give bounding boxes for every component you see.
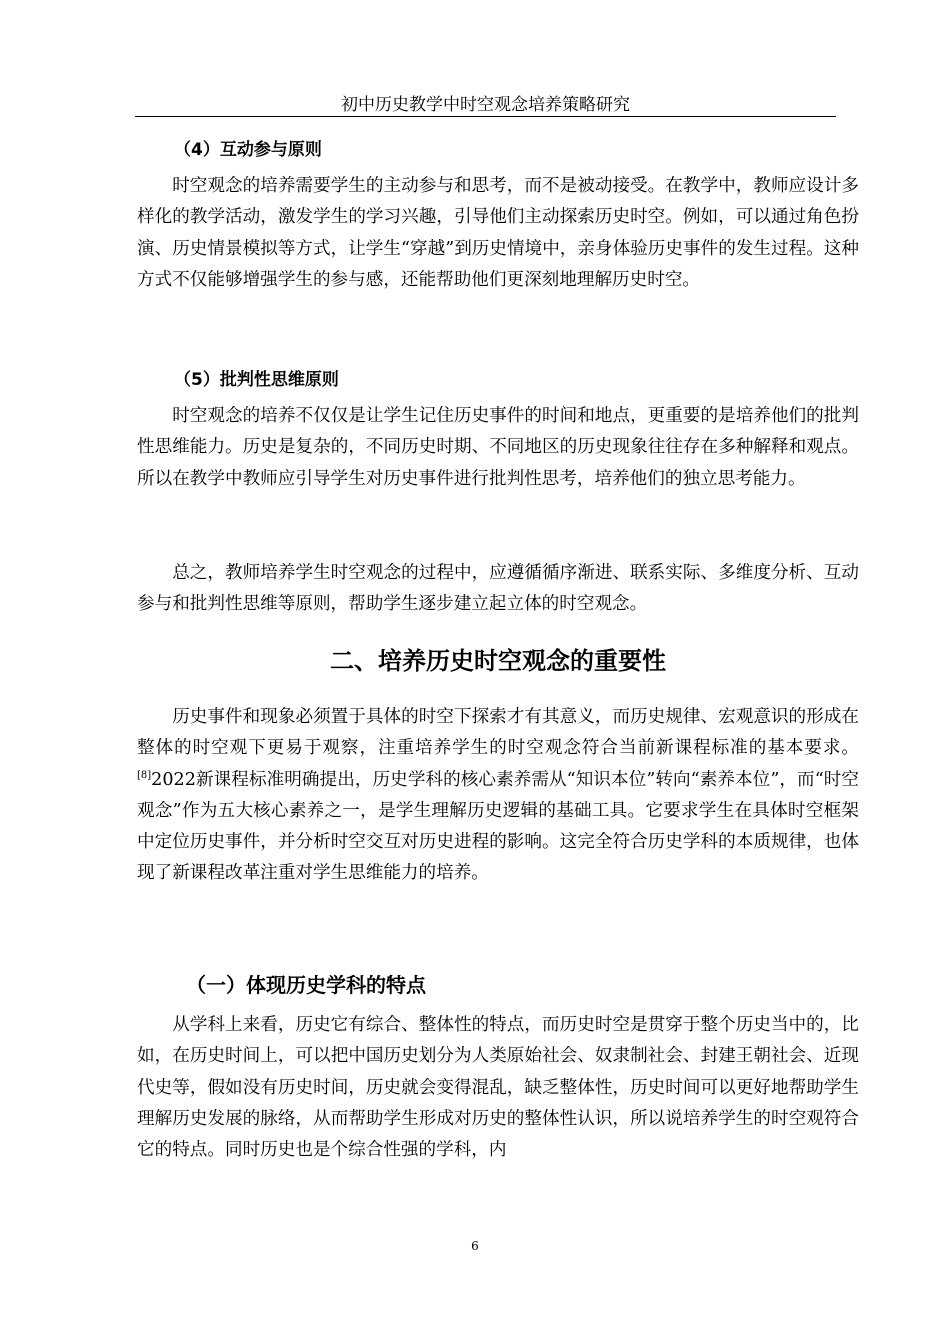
subsection-heading: （一）体现历史学科的特点 — [186, 973, 426, 997]
section-heading-interactive-participation: （4）互动参与原则 — [174, 140, 322, 160]
intro-text-part2: 2022新课程标准明确提出，历史学科的核心素养需从“知识本位”转向“素养本位”，而“时空观念”作为五大核心素养之一，是学生理解历史逻辑的基础工具。它要求学生在具体时空框架中定位历史事件，并分析时空交互对历史进程的影响。这完全符合历史学科的本质规律，也体现了新课程改革注重对学生思维能力的培养。 — [137, 769, 859, 884]
paragraph-interactive-participation: 时空观念的培养需要学生的主动参与和思考，而不是被动接受。在教学中，教师应设计多样化的教学活动，激发学生的学习兴趣，引导他们主动探索历史时空。例如，可以通过角色扮演、历史情景模拟等方式，让学生“穿越”到历史情境中，亲身体验历史事件的发生过程。这种方式不仅能够增强学生的参与感，还能帮助他们更深刻地理解历史时空。 — [137, 176, 859, 290]
chapter-heading: 二、培养历史时空观念的重要性 — [330, 647, 666, 675]
paragraph-chapter-intro — [137, 702, 859, 890]
page-number: 6 — [471, 1239, 479, 1253]
paragraph-summary: 总之，教师培养学生时空观念的过程中，应遵循循序渐进、联系实际、多维度分析、互动参与和批判性思维等原则，帮助学生逐步建立起立体的时空观念。 — [137, 563, 859, 615]
citation-ref: [8] — [137, 769, 152, 781]
paragraph-critical-thinking: 时空观念的培养不仅仅是让学生记住历史事件的时间和地点，更重要的是培养他们的批判性思维能力。历史是复杂的，不同历史时期、不同地区的历史现象往往存在多种解释和观点。所以在教学中教师应引导学生对历史事件进行批判性思考，培养他们的独立思考能力。 — [137, 406, 859, 489]
intro-text-part1: 历史事件和现象必须置于具体的时空下探索才有其意义，而历史规律、宏观意识的形成在整体的时空观下更易于观察，注重培养学生的时空观念符合当前新课程标准的基本要求。 — [137, 707, 859, 759]
running-header: 初中历史教学中时空观念培养策略研究 — [341, 95, 630, 115]
section-heading-critical-thinking: （5）批判性思维原则 — [174, 370, 339, 390]
header-rule — [135, 116, 836, 117]
paragraph-subsection-body: 从学科上来看，历史它有综合、整体性的特点，而历史时空是贯穿于整个历史当中的，比如，在历史时间上，可以把中国历史划分为人类原始社会、奴隶制社会、封建王朝社会、近现代史等，假如没有历史时间，历史就会变得混乱，缺乏整体性，历史时间可以更好地帮助学生理解历史发展的脉络，从而帮助学生形成对历史的整体性认识，所以说培养学生的时空观符合它的特点。同时历史也是个综合性强的学科，内 — [137, 1015, 859, 1161]
